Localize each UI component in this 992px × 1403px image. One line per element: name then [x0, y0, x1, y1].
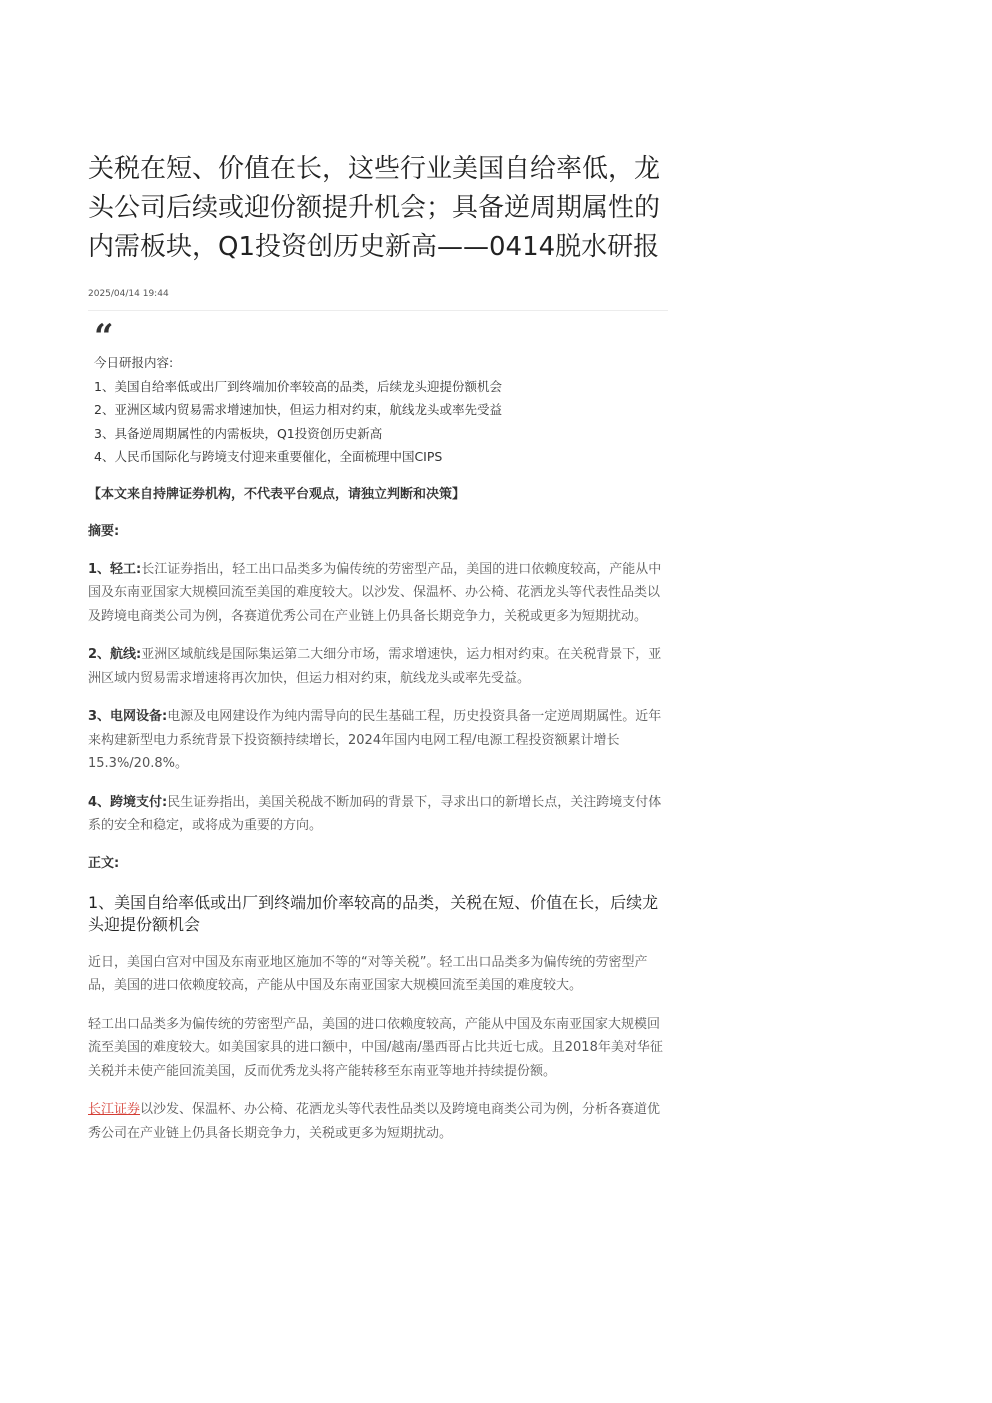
quote-item: 4、人民币国际化与跨境支付迎来重要催化，全面梳理中国CIPS	[94, 449, 443, 464]
body-paragraph: 近日，美国白宫对中国及东南亚地区施加不等的“对等关税”。轻工出口品类多为偏传统的劳密型产品，美国的进口依赖度较高，产能从中国及东南亚国家大规模回流至美国的难度较大。	[88, 954, 648, 993]
section-title: 1、美国自给率低或出厂到终端加价率较高的品类，关税在短、价值在长，后续龙头迎提份额机会	[88, 892, 659, 934]
summary-item-text: 亚洲区域航线是国际集运第二大细分市场，需求增速快，运力相对约束。在关税背景下，亚洲区域内贸易需求增速将再次加快，但运力相对约束，航线龙头或率先受益。	[88, 647, 662, 686]
summary-item-label: 2、航线:	[88, 647, 142, 662]
summary-item	[88, 705, 668, 776]
body-paragraph: 轻工出口品类多为偏传统的劳密型产品，美国的进口依赖度较高，产能从中国及东南亚国家大规模回流至美国的难度较大。如美国家具的进口额中，中国/越南/墨西哥占比共近七成。且2018年美对华征关税并未使产能回流美国，反而优秀龙头将产能转移至东南亚等地并持续提份额。	[88, 1016, 663, 1079]
disclaimer: 【本文来自持牌证券机构，不代表平台观点，请独立判断和决策】	[88, 486, 466, 502]
summary-heading: 摘要:	[88, 523, 120, 539]
stock-link[interactable]: 长江证券	[88, 1102, 141, 1117]
quote-item: 3、具备逆周期属性的内需板块，Q1投资创历史新高	[94, 425, 383, 441]
summary-item-label: 4、跨境支付:	[88, 794, 168, 810]
summary-item-label: 3、电网设备:	[88, 709, 168, 724]
summary-item-text: 电源及电网建设作为纯内需导向的民生基础工程，历史投资具备一定逆周期属性。近年来构建新型电力系统背景下投资额持续增长，2024年国内电网工程/电源工程投资额累计增长15.3%/20.8%。	[88, 709, 662, 771]
summary-item-text: 长江证券指出，轻工出口品类多为偏传统的劳密型产品，美国的进口依赖度较高，产能从中国及东南亚国家大规模回流至美国的难度较大。以沙发、保温杯、办公椅、花洒龙头等代表性品类以及跨境电商类公司为例，各赛道优秀公司在产业链上仍具备长期竞争力，关税或更多为短期扰动。	[88, 561, 662, 624]
summary-item	[88, 643, 668, 690]
summary-item	[88, 558, 668, 629]
quote-item: 1、美国自给率低或出厂到终端加价率较高的品类，后续龙头迎提份额机会	[94, 378, 502, 394]
article-title: 关税在短、价值在长，这些行业美国自给率低，龙头公司后续或迎份额提升机会；具备逆周期属性的内需板块，Q1投资创历史新高——0414脱水研报	[88, 154, 661, 262]
summary-item	[88, 791, 668, 838]
divider	[88, 310, 668, 311]
quote-intro: 今日研报内容:	[94, 355, 174, 370]
summary-quote-block	[88, 317, 668, 469]
article	[88, 150, 668, 1145]
quote-item: 2、亚洲区域内贸易需求增速加快，但运力相对约束，航线龙头或率先受益	[94, 402, 502, 417]
publish-date: 2025/04/14 19:44	[88, 289, 169, 299]
quote-mark-icon: “	[94, 317, 114, 357]
body-heading: 正文:	[88, 855, 120, 871]
body-paragraph	[88, 1098, 668, 1145]
summary-item-text: 民生证券指出，美国关税战不断加码的背景下，寻求出口的新增长点，关注跨境支付体系的安全和稳定，或将成为重要的方向。	[88, 794, 662, 833]
body-paragraph-text: 以沙发、保温杯、办公椅、花洒龙头等代表性品类以及跨境电商类公司为例，分析各赛道优秀公司在产业链上仍具备长期竞争力，关税或更多为短期扰动。	[88, 1102, 661, 1141]
summary-item-label: 1、轻工:	[88, 561, 142, 577]
